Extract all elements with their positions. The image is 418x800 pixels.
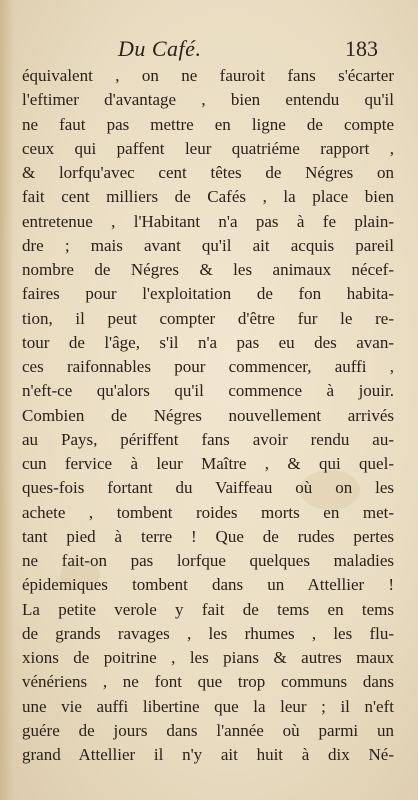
page-gutter-shadow	[0, 0, 14, 800]
text-line: l'eftimer d'avantage , bien entendu qu'il	[22, 90, 394, 110]
text-line: tant pied à terre ! Que de rudes pertes	[22, 526, 394, 546]
text-line: & lorfqu'avec cent têtes de Négres on	[22, 163, 394, 182]
text-line: ceux qui paffent leur quatriéme rapport ,	[22, 138, 394, 158]
text-line: fait cent milliers de Cafés , la place bien	[22, 187, 394, 207]
page-header	[118, 36, 378, 66]
text-line: ne faut pas mettre en ligne de compte	[22, 114, 394, 134]
text-line: faires pour l'exploitation de fon habita-	[22, 284, 394, 304]
text-line: ques-fois fortant du Vaiffeau où on les	[22, 478, 394, 498]
text-line: au Pays, périffent fans avoir rendu au-	[22, 429, 394, 449]
text-line: tour de l'âge, s'il n'a pas eu des avan-	[22, 332, 394, 352]
text-line: La petite verole y fait de tems en tems	[22, 599, 394, 619]
text-line: de grands ravages , les rhumes , les flu-	[22, 623, 394, 643]
text-line: dre ; mais avant qu'il ait acquis pareil	[22, 235, 394, 255]
text-line: une vie auffi libertine que la leur ; il n'eft	[22, 696, 394, 716]
text-line: épidemiques tombent dans un Attellier !	[22, 575, 394, 595]
body-text	[22, 64, 394, 767]
text-line: entretenue , l'Habitant n'a pas à fe plain-	[22, 211, 394, 231]
text-line: ces raifonnables pour commencer, auffi ,	[22, 357, 394, 376]
text-line: équivalent , on ne fauroit fans s'écarter	[22, 66, 394, 85]
text-line: guére de jours dans l'année où parmi un	[22, 720, 394, 740]
text-line: achete , tombent roides morts en met-	[22, 502, 394, 522]
text-line: tion, il peut compter d'être fur le re-	[22, 308, 394, 328]
text-line: ne fait-on pas lorfque quelques maladies	[22, 551, 394, 570]
text-line: cun fervice à leur Maître , & qui quel-	[22, 454, 394, 473]
text-line: n'eft-ce qu'alors qu'il commence à jouir.	[22, 381, 394, 401]
text-line: xions de poitrine , les pians & autres maux	[22, 648, 394, 667]
text-line: grand Attellier il n'y ait huit à dix Né-	[22, 745, 394, 764]
text-line: Combien de Négres nouvellement arrivés	[22, 405, 394, 425]
running-title: Du Café.	[118, 36, 202, 61]
text-line: nombre de Négres & les animaux nécef-	[22, 260, 394, 279]
text-line: vénériens , ne font que trop communs dans	[22, 672, 394, 692]
page-number: 183	[345, 36, 378, 61]
